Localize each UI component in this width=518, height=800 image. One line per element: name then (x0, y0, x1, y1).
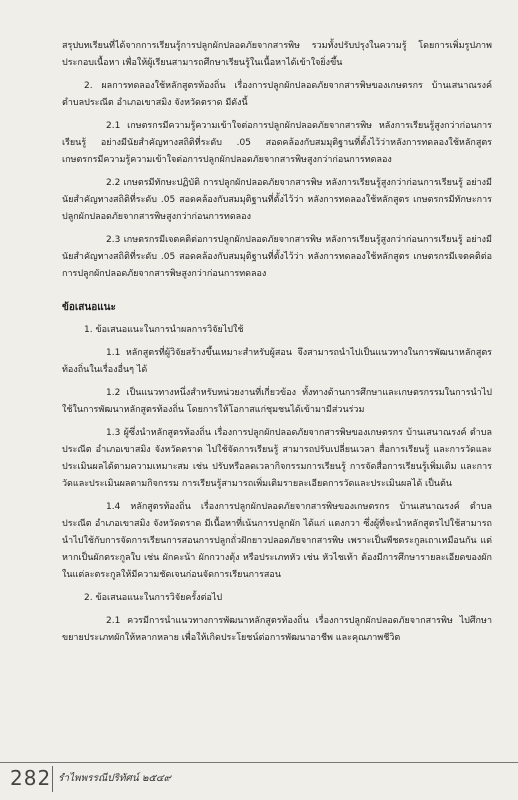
page-number: 282 (10, 766, 52, 790)
paragraph-suggestion-2-1: 2.1 ควรมีการนำแนวทางการพัฒนาหลักสูตรท้องถิ่น เรื่องการปลูกผักปลอดภัยจากสารพิษ ไปศึกษาขยายประเภทผักให้หลากหลาย เพื่อให้เกิดประโยชน์ต่อการพัฒนาอาชีพ และคุณภาพชีวิต (62, 616, 492, 643)
paragraph-suggestion-1-1: 1.1 หลักสูตรที่ผู้วิจัยสร้างขึ้นเหมาะสำหรับผู้สอน จึงสามารถนำไปเป็นแนวทางในการพัฒนาหลักสูตรท้องถิ่นในเรื่องอื่นๆ ได้ (62, 348, 492, 375)
paragraph-suggestion-1: 1. ข้อเสนอแนะในการนำผลการวิจัยไปใช้ (84, 325, 244, 335)
paragraph-suggestion-1-2: 1.2 เป็นแนวทางหนึ่งสำหรับหน่วยงานที่เกี่ยวข้อง ทั้งทางด้านการศึกษาและเกษตรกรรมในการนำไปใช้ในการพัฒนาหลักสูตรท้องถิ่น โดยการให้โอกาสแก่ชุมชนได้เข้ามามีส่วนร่วม (62, 388, 492, 415)
journal-name: รำไพพรรณีปริทัศน์ ๒๕๔๙ (58, 773, 171, 784)
paragraph-summary: สรุปบทเรียนที่ได้จากการเรียนรู้การปลูกผักปลอดภัยจากสารพิษ รวมทั้งปรับปรุงในความรู้ โดยการเพิ่มรูปภาพประกอบเนื้อหา เพื่อให้ผู้เรียนสามารถศึกษาเรียนรู้ในเนื้อหาได้เข้าใจยิ่งขึ้น (62, 41, 492, 68)
paragraph-result-2-3: 2.3 เกษตรกรมีเจตคติต่อการปลูกผักปลอดภัยจากสารพิษ หลังการเรียนรู้สูงกว่าก่อนการเรียนรู้ อย่างมีนัยสำคัญทางสถิติที่ระดับ .05 สอดคล้องกับสมมุติฐานที่ตั้งไว้ว่า หลังการทดลองใช้หลักสูตร เกษตรกรมีเจตคติต่อการปลูกผักปลอดภัยจากสารพิษสูงกว่าก่อนการทดลอง (62, 235, 492, 279)
footer-separator (52, 766, 53, 792)
paragraph-result-2-2: 2.2 เกษตรมีทักษะปฏิบัติ การปลูกผักปลอดภัยจากสารพิษ หลังการเรียนรู้สูงกว่าก่อนการเรียนรู้ อย่างมีนัยสำคัญทางสถิติที่ระดับ .05 สอดคล้องกับสมมุติฐานที่ตั้งไว้ว่า หลังการทดลองใช้หลักสูตร เกษตรกรมีทักษะการปลูกผักปลอดภัยจากสารพิษสูงกว่าก่อนการทดลอง (62, 178, 492, 222)
section-heading-suggestions: ข้อเสนอแนะ (62, 302, 116, 313)
paragraph-suggestion-1-4: 1.4 หลักสูตรท้องถิ่น เรื่องการปลูกผักปลอดภัยจากสารพิษของเกษตรกร บ้านเสนาณรงค์ ตำบลประณีต อำเภอเขาสมิง จังหวัดตราด มีเนื้อหาที่เน้นการปลูกผัก ได้แก่ แตงกวา ซึ่งผู้ที่จะนำหลักสูตรไปใช้สามารถนำไปใช้กับการจัดการเรียนการสอนการปลูกถั่วฝักยาวปลอดภัยจากสารพิษ เพราะเป็นพืชตระกูลเถาเหมือนกัน แต่หากเป็นผักตระกูลใบ เช่น ผักคะน้า ผักกวางตุ้ง หรือประเภทหัว เช่น หัวไชเท้า ต้องมีการศึกษารายละเอียดของผักในแต่ละตระกูลให้มีความชัดเจนก่อนจัดการเรียนการสอน (62, 502, 492, 580)
paragraph-results-heading: 2. ผลการทดลองใช้หลักสูตรท้องถิ่น เรื่องการปลูกผักปลอดภัยจากสารพิษของเกษตรกร บ้านเสนาณรงค์ ตำบลประณีต อำเภอเขาสมิง จังหวัดตราด มีดังนี้ (62, 81, 492, 108)
footer-divider (0, 762, 518, 763)
paragraph-suggestion-1-3: 1.3 ผู้ซึ่งนำหลักสูตรท้องถิ่น เรื่องการปลูกผักปลอดภัยจากสารพิษของเกษตรกร บ้านเสนาณรงค์ ตำบลประณีต อำเภอเขาสมิง จังหวัดตราด ไปใช้จัดการเรียนรู้ สามารถปรับเปลี่ยนเวลา สื่อการเรียนรู้ และการวัดและประเมินผลได้ตามความเหมาะสม เช่น ปรับหรือลดเวลากิจกรรมการเรียนรู้ การจัดสื่อการเรียนรู้เพิ่มเติม และการวัดและประเมินผลตามกิจกรรม การเรียนรู้สามารถเพิ่มเติมรายละเอียดการวัดและประเมินผลได้ เป็นต้น (62, 428, 492, 489)
paragraph-suggestion-2: 2. ข้อเสนอแนะในการวิจัยครั้งต่อไป (84, 593, 223, 603)
body-text (62, 38, 492, 653)
paragraph-result-2-1: 2.1 เกษตรกรมีความรู้ความเข้าใจต่อการปลูกผักปลอดภัยจากสารพิษ หลังการเรียนรู้สูงกว่าก่อนการเรียนรู้ อย่างมีนัยสำคัญทางสถิติที่ระดับ .05 สอดคล้องกับสมมุติฐานที่ตั้งไว้ว่าหลังการทดลองใช้หลักสูตร เกษตรกรมีความรู้ความเข้าใจต่อการปลูกผักปลอดภัยจากสารพิษสูงกว่าก่อนการทดลอง (62, 121, 492, 165)
